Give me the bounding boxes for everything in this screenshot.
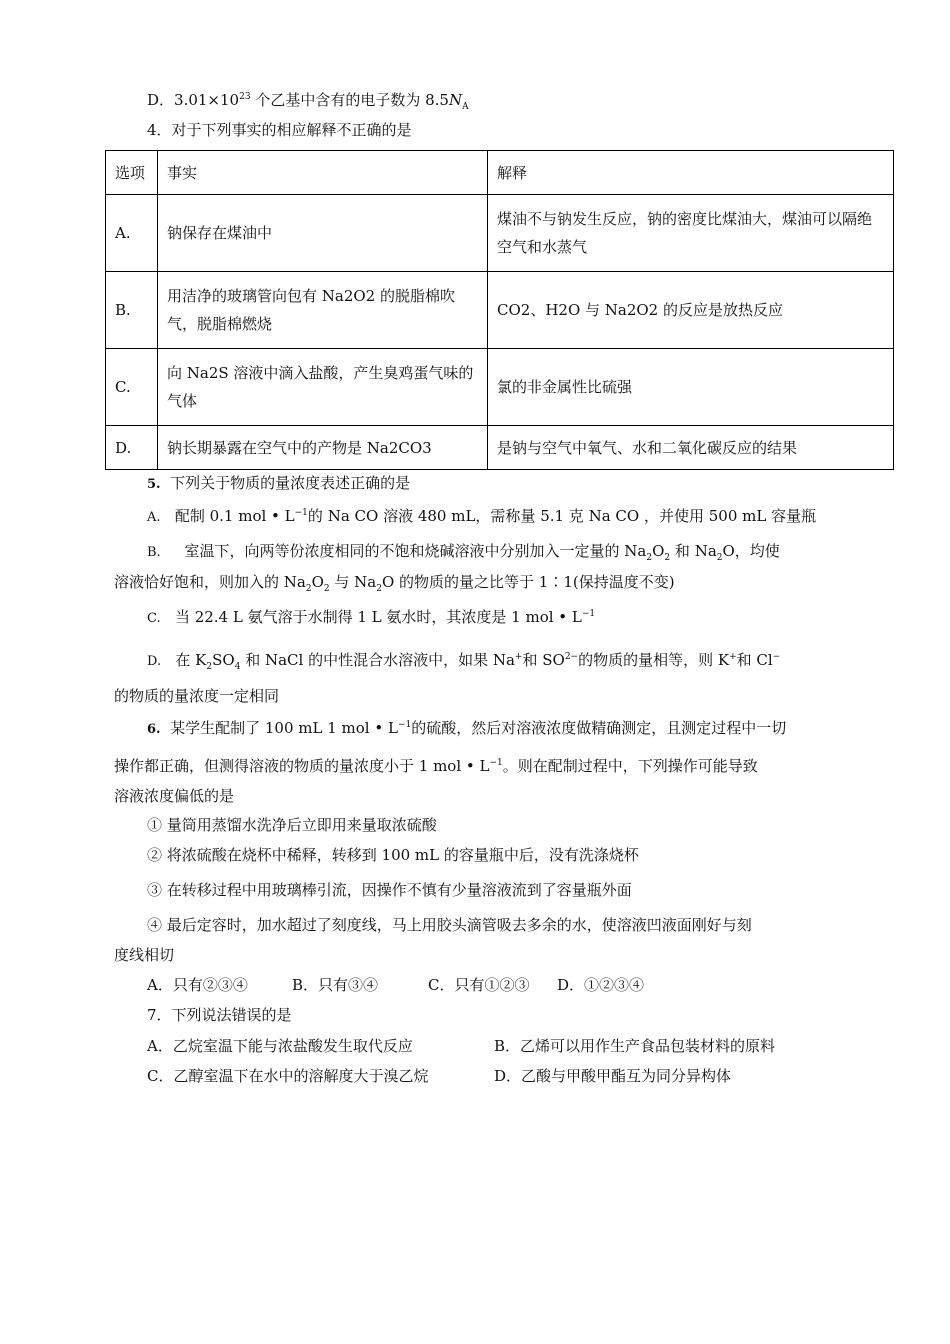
q3-option-d-text-2: 个乙基中含有的电子数为 8.5 [250,91,449,109]
q6-text: 的硫酸，然后对溶液浓度做精确测定，且测定过程中一切 [411,719,787,737]
row-fact: 钠保存在煤油中 [158,195,488,272]
question-number: 5. [147,477,161,492]
q6-item-4-line2: 度线相切 [114,946,175,964]
option-text: 在 K [175,651,207,669]
superscript: −1 [397,720,412,730]
subscript: 2 [664,553,671,563]
row-fact: 用洁净的玻璃管向包有 Na2O2 的脱脂棉吹气，脱脂棉燃烧 [158,272,488,349]
q7-stem: 7．下列说法错误的是 [147,1006,292,1024]
q4-stem: 4．对于下列事实的相应解释不正确的是 [147,121,412,139]
subscript: 2 [646,553,653,563]
q6-stem-line1 [147,718,786,740]
q5-option-d [147,650,780,672]
table-row [106,272,894,349]
option-text: 和 NaCl 的中性混合水溶液中，如果 Na [240,651,515,669]
option-text: O [652,542,665,560]
row-option: D. [106,426,158,470]
option-text: 和 Na [670,542,717,560]
q7-option-b: B．乙烯可以用作生产食品包装材料的原料 [494,1037,776,1055]
option-text: 配制 0.1 mol • L [174,507,295,525]
subscript: 2 [206,662,213,672]
option-text: 溶液恰好饱和，则加入的 Na [114,573,306,591]
exponent: 23 [239,92,251,102]
row-explanation: 煤油不与钠发生反应，钠的密度比煤油大，煤油可以隔绝空气和水蒸气 [488,195,894,272]
q7-option-c: C．乙醇室温下在水中的溶解度大于溴乙烷 [147,1067,429,1085]
row-option: B. [106,272,158,349]
option-text: 的 Na CO 溶液 480 mL，需称量 5.1 克 Na CO ，并使用 500 mL 容量瓶 [307,507,817,525]
option-text: 室温下，向两等份浓度相同的不饱和烧碱溶液中分别加入一定量的 Na [184,542,647,560]
option-label: B. [147,545,161,560]
question-number: 6. [147,722,161,737]
row-fact: 钠长期暴露在空气中的产物是 Na2CO3 [158,426,488,470]
subscript: 2 [376,584,382,594]
header-explanation: 解释 [488,151,894,195]
q6-text: 操作都正确，但测得溶液的物质的量浓度小于 1 mol • L [114,757,490,775]
q6-text: 。则在配制过程中，下列操作可能导致 [502,757,758,775]
avogadro-symbol: N [448,91,463,109]
subscript: 2 [323,584,330,594]
option-text: 当 22.4 L 氨气溶于水制得 1 L 氨水时，其浓度是 1 mol • L [174,608,582,626]
q5-option-b-line2 [114,572,675,592]
option-text: O，均使 [722,542,780,560]
table-row [106,349,894,426]
superscript: −1 [294,508,308,518]
option-text: O 的物质的量之比等于 1∶1(保持温度不变) [381,573,675,591]
option-text: O [311,573,324,591]
q5-stem-text: 下列关于物质的量浓度表述正确的是 [170,474,411,492]
row-explanation: CO2、H2O 与 Na2O2 的反应是放热反应 [488,272,894,349]
subscript: 2 [716,553,723,563]
q6-option-b: B．只有③④ [292,976,379,994]
superscript: −1 [581,609,596,619]
q6-item-2: ② 将浓硫酸在烧杯中稀释，转移到 100 mL 的容量瓶中后，没有洗涤烧杯 [147,846,639,864]
q6-item-3: ③ 在转移过程中用玻璃棒引流，因操作不慎有少量溶液流到了容量瓶外面 [147,881,632,899]
q6-stem-line3: 溶液浓度偏低的是 [114,787,235,805]
superscript: − [772,652,781,662]
q5-stem [147,473,410,495]
q5-option-d-line2: 的物质的量浓度一定相同 [114,687,280,705]
q6-option-a: A．只有②③④ [147,976,248,994]
q6-stem-line2 [114,756,758,776]
q6-option-d: D．①②③④ [557,976,645,994]
q7-option-a: A．乙烷室温下能与浓盐酸发生取代反应 [147,1037,413,1055]
q7-option-d: D．乙酸与甲酸甲酯互为同分异构体 [494,1067,732,1085]
q6-option-c: C．只有①②③ [428,976,530,994]
superscript: 2− [564,652,579,662]
option-text: 和 SO [522,651,565,669]
row-fact: 向 Na2S 溶液中滴入盐酸，产生臭鸡蛋气味的气体 [158,349,488,426]
q3-option-d-text: D．3.01×10 [147,91,240,109]
avogadro-subscript: A [462,102,469,112]
option-text: 与 Na [329,573,377,591]
superscript: −1 [489,758,503,768]
option-text: 和 Cl [736,651,773,669]
option-label: D. [147,654,162,669]
header-fact: 事实 [158,151,488,195]
q6-item-1: ① 量筒用蒸馏水洗净后立即用来量取浓硫酸 [147,816,437,834]
q5-option-c [147,607,595,629]
option-label: C. [147,611,161,626]
superscript: + [729,652,737,662]
q3-option-d [147,90,469,110]
row-explanation: 氯的非金属性比硫强 [488,349,894,426]
option-label: A. [147,510,161,525]
row-option: C. [106,349,158,426]
subscript: 4 [234,662,241,672]
row-explanation: 是钠与空气中氧气、水和二氧化碳反应的结果 [488,426,894,470]
q5-option-b [147,541,780,563]
q6-text: 某学生配制了 100 mL 1 mol • L [170,719,398,737]
q4-facts-table [105,150,894,470]
header-option: 选项 [106,151,158,195]
table-row [106,195,894,272]
row-option: A. [106,195,158,272]
q5-option-a [147,506,816,528]
subscript: 2 [305,584,312,594]
option-text: SO [212,651,235,669]
table-header-row [106,151,894,195]
option-text: 的物质的量相等，则 K [578,651,730,669]
table-row [106,426,894,470]
q6-item-4: ④ 最后定容时，加水超过了刻度线，马上用胶头滴管吸去多余的水，使溶液凹液面刚好与刻 [147,916,752,934]
superscript: + [514,652,523,662]
